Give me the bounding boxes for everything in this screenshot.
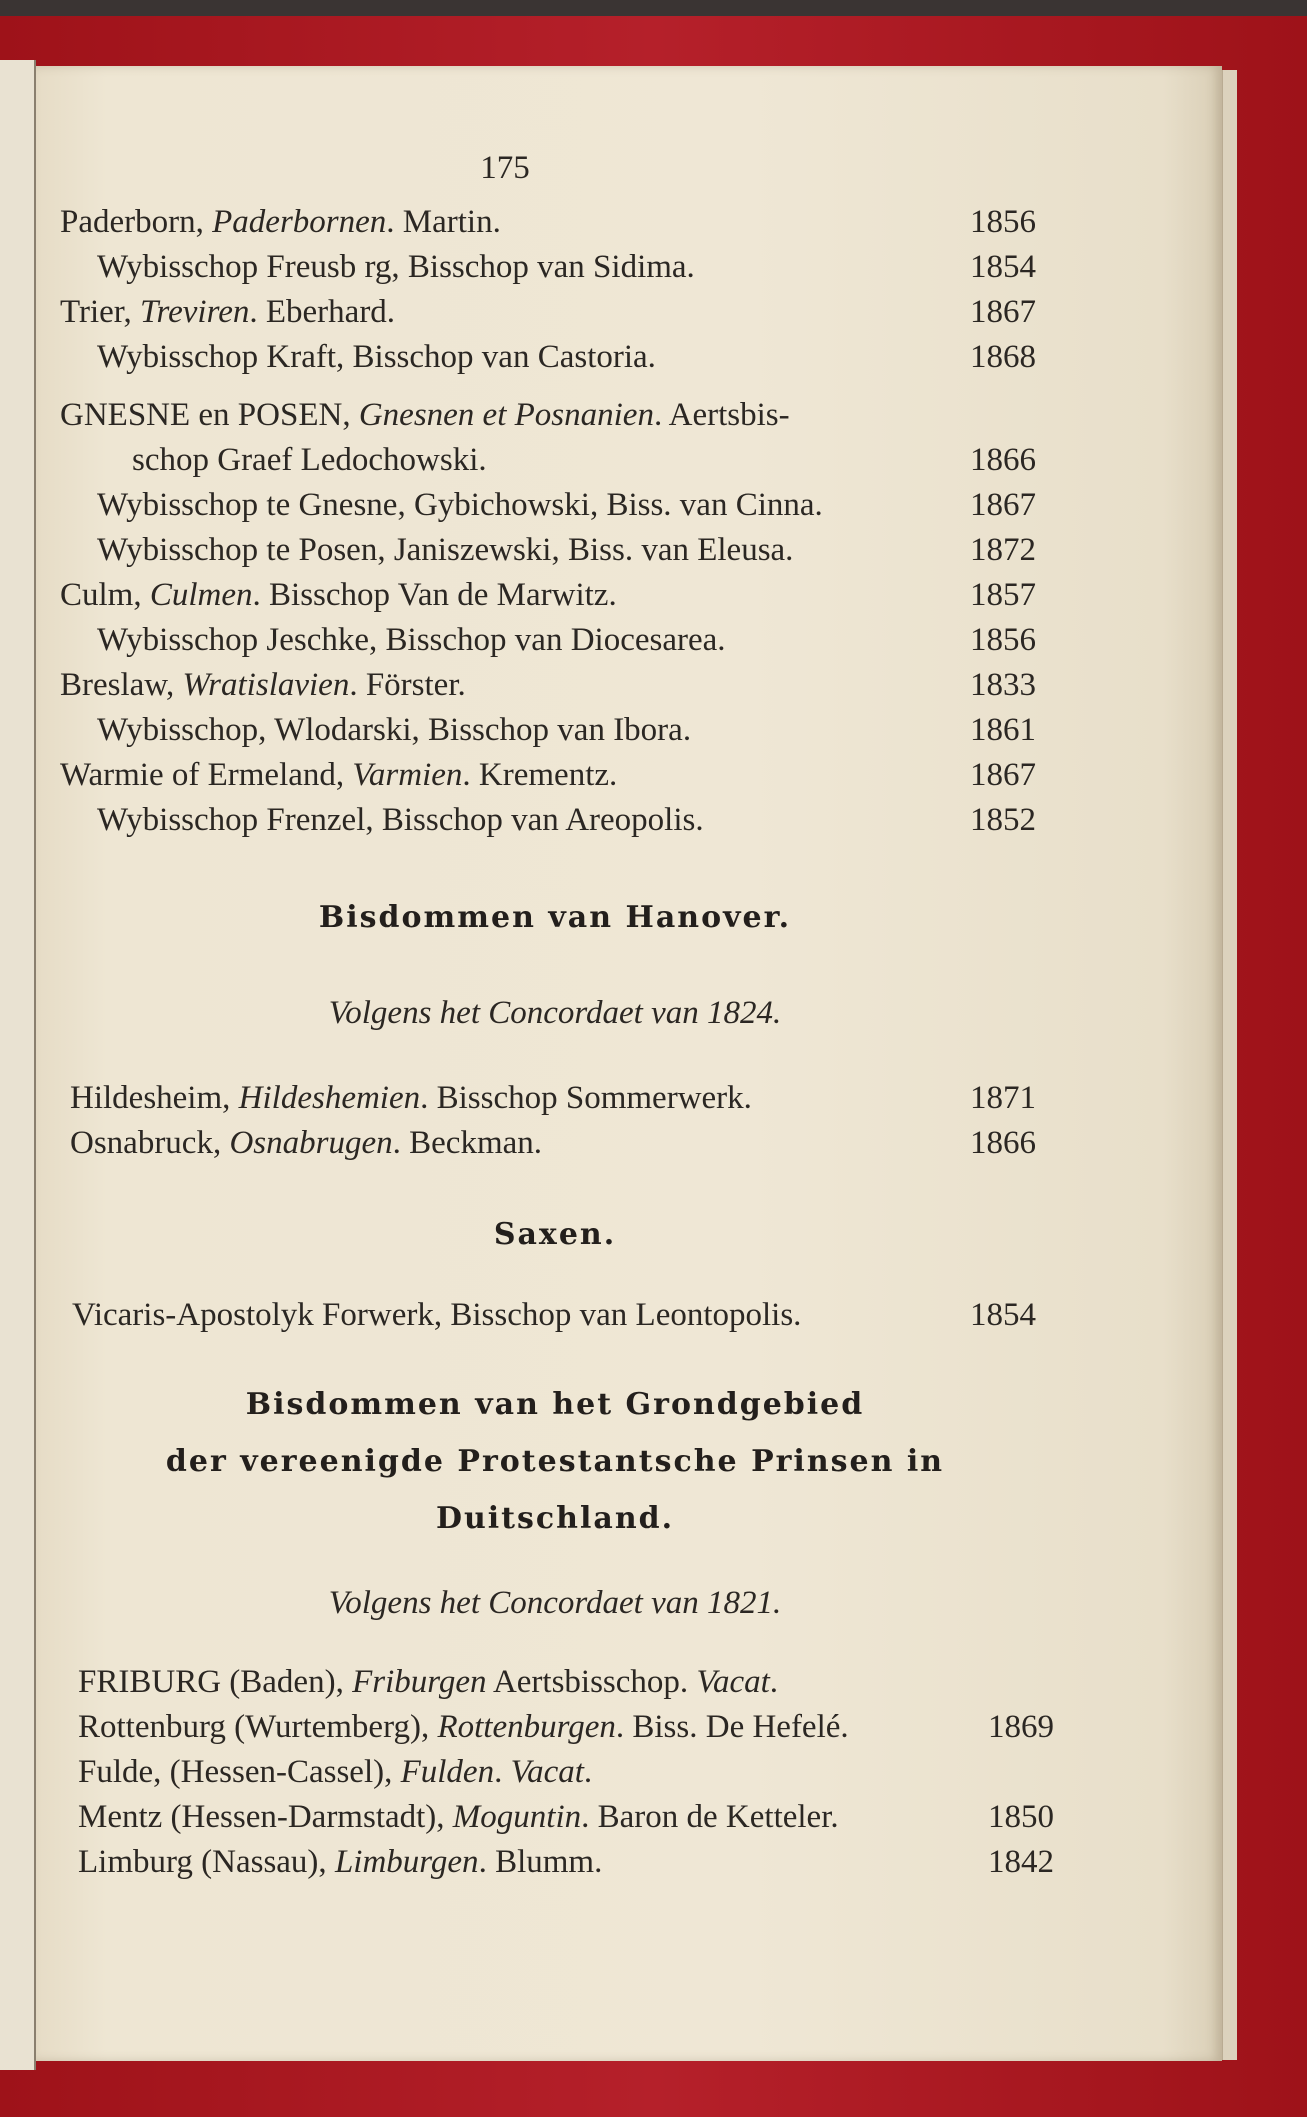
entry-year: 1833: [970, 667, 1036, 703]
latin-name: Moguntin: [452, 1799, 582, 1835]
diocese-entry: [60, 663, 1050, 708]
entry-text: Vicaris-Apostolyk Forwerk, Bisschop van Leontopolis.: [72, 1297, 802, 1333]
top-dark-strip: [0, 0, 1307, 16]
entry-text: Culm,: [60, 577, 150, 613]
diocese-entry: [60, 200, 1050, 245]
entry-text: . Beckman.: [392, 1125, 543, 1161]
entry-year: 1869: [988, 1709, 1054, 1745]
entry-text: Limburg (Nassau),: [78, 1844, 335, 1880]
entry-year: 1866: [970, 442, 1036, 478]
entry-text: Mentz (Hessen-Darmstadt),: [78, 1799, 453, 1835]
diocese-entry: [72, 1293, 1050, 1338]
section-heading-saxen: Saxen.: [493, 1217, 617, 1252]
latin-name: Varmien: [352, 757, 463, 793]
entry-text: . Bisschop Van de Marwitz.: [252, 577, 617, 613]
page-content: [60, 146, 1054, 1885]
entry-text: . Martin.: [386, 204, 501, 240]
entry-text: . Blumm.: [478, 1844, 603, 1880]
entry-year: 1867: [970, 757, 1036, 793]
entry-text: Fulde, (Hessen-Cassel),: [78, 1754, 401, 1790]
entry-text: . Biss. De Hefelé.: [615, 1709, 849, 1745]
diocese-entry: [70, 1076, 1050, 1121]
entry-text: Wybisschop te Gnesne, Gybichowski, Biss. van Cinna.: [97, 487, 823, 523]
entry-year: 1868: [970, 339, 1036, 375]
hanover-dioceses-list: [60, 1076, 1050, 1166]
heading-line: der vereenigde Protestantsche Prinsen in: [165, 1444, 945, 1479]
diocese-entry: [78, 1840, 1054, 1885]
diocese-entry: [78, 1660, 1050, 1705]
heading-line: Duitschland.: [435, 1501, 675, 1536]
entry-sub-line: [60, 438, 1050, 483]
latin-name: Limburgen: [334, 1844, 479, 1880]
page-number: 175: [480, 150, 530, 186]
entry-sub-line: [60, 798, 1050, 843]
heading-line: Bisdommen van het Grondgebied: [245, 1387, 865, 1422]
entry-text: Breslaw,: [60, 667, 183, 703]
entry-year: 1854: [970, 249, 1036, 285]
latin-name: Friburgen: [352, 1664, 487, 1700]
latin-name: Vacat: [696, 1664, 770, 1700]
latin-name: Treviren: [139, 294, 250, 330]
entry-text: FRIBURG (Baden),: [78, 1664, 353, 1700]
diocese-entry: [70, 1121, 1050, 1166]
entry-year: 1842: [988, 1844, 1054, 1880]
entry-text: . Krementz.: [462, 757, 618, 793]
latin-name: Gnesnen et Posnanien: [358, 397, 654, 433]
concordat-subtitle-1824: Volgens het Concordaet van 1824.: [328, 995, 782, 1031]
diocese-entry: [60, 290, 1050, 335]
entry-text: Paderborn,: [60, 204, 213, 240]
entry-sub-line: [60, 528, 1050, 573]
diocese-entry: [78, 1750, 1050, 1795]
entry-text: .: [494, 1754, 511, 1790]
saxen-list: [60, 1293, 1050, 1338]
prussia-dioceses-list: [60, 200, 1050, 843]
page-stack-edge: [1222, 70, 1237, 2060]
entry-text: Wybisschop, Wlodarski, Bisschop van Ibora.: [97, 712, 692, 748]
latin-name: Wratislavien: [182, 667, 350, 703]
diocese-entry: [60, 573, 1050, 618]
entry-text: Wybisschop Kraft, Bisschop van Castoria.: [97, 339, 656, 375]
entry-sub-line: [60, 245, 1050, 290]
entry-year: 1872: [970, 532, 1036, 568]
concordat-subtitle-1821: Volgens het Concordaet van 1821.: [328, 1585, 782, 1621]
latin-name: Vacat: [510, 1754, 584, 1790]
entry-text: Trier,: [60, 294, 140, 330]
entry-year: 1850: [988, 1799, 1054, 1835]
section-heading-grondgebied: [60, 1376, 1050, 1547]
grondgebied-dioceses-list: [60, 1660, 1054, 1885]
entry-text: . Eberhard.: [249, 294, 396, 330]
entry-text: Osnabruck,: [70, 1125, 230, 1161]
latin-name: Hildeshemien: [238, 1080, 421, 1116]
entry-text: . Baron de Ketteler.: [581, 1799, 839, 1835]
entry-year: 1871: [970, 1080, 1036, 1116]
section-heading-hanover: Bisdommen van Hanover.: [318, 900, 792, 935]
entry-text: . Bisschop Sommerwerk.: [420, 1080, 752, 1116]
entry-year: 1861: [970, 712, 1036, 748]
entry-text: .: [583, 1754, 593, 1790]
entry-text: Rottenburg (Wurtemberg),: [78, 1709, 438, 1745]
entry-year: 1866: [970, 1125, 1036, 1161]
entry-text: Wybisschop Frenzel, Bisschop van Areopolis.: [97, 802, 704, 838]
latin-name: Fulden: [400, 1754, 495, 1790]
entry-sub-line: [60, 708, 1050, 753]
entry-text: .: [769, 1664, 779, 1700]
entry-sub-line: [60, 335, 1050, 380]
entry-year: 1857: [970, 577, 1036, 613]
latin-name: Paderbornen: [212, 204, 387, 240]
entry-text: . Aertsbis-: [653, 397, 790, 433]
entry-text: . Förster.: [349, 667, 466, 703]
latin-name: Rottenburgen: [437, 1709, 616, 1745]
latin-name: Culmen: [149, 577, 253, 613]
entry-text: Wybisschop te Posen, Janiszewski, Biss. van Eleusa.: [97, 532, 794, 568]
entry-text: Warmie of Ermeland,: [60, 757, 353, 793]
latin-name: Osnabrugen: [229, 1125, 393, 1161]
entry-sub-line: [60, 618, 1050, 663]
diocese-entry: [60, 753, 1050, 798]
entry-year: 1854: [970, 1297, 1036, 1333]
entry-text: Wybisschop Freusb rg, Bisschop van Sidima.: [97, 249, 695, 285]
previous-page-edge: [0, 60, 36, 2070]
diocese-entry: [78, 1795, 1054, 1840]
entry-year: 1856: [970, 204, 1036, 240]
diocese-entry: [78, 1705, 1054, 1750]
entry-year: 1867: [970, 487, 1036, 523]
entry-year: 1852: [970, 802, 1036, 838]
entry-sub-line: [60, 483, 1050, 528]
entry-year: 1867: [970, 294, 1036, 330]
entry-year: 1856: [970, 622, 1036, 658]
entry-text: GNESNE en POSEN,: [60, 397, 359, 433]
entry-text: schop Graef Ledochowski.: [132, 442, 487, 478]
entry-text: Aertsbisschop.: [486, 1664, 697, 1700]
entry-text: Hildesheim,: [70, 1080, 239, 1116]
diocese-entry: [60, 393, 1050, 438]
entry-text: Wybisschop Jeschke, Bisschop van Diocesarea.: [97, 622, 726, 658]
